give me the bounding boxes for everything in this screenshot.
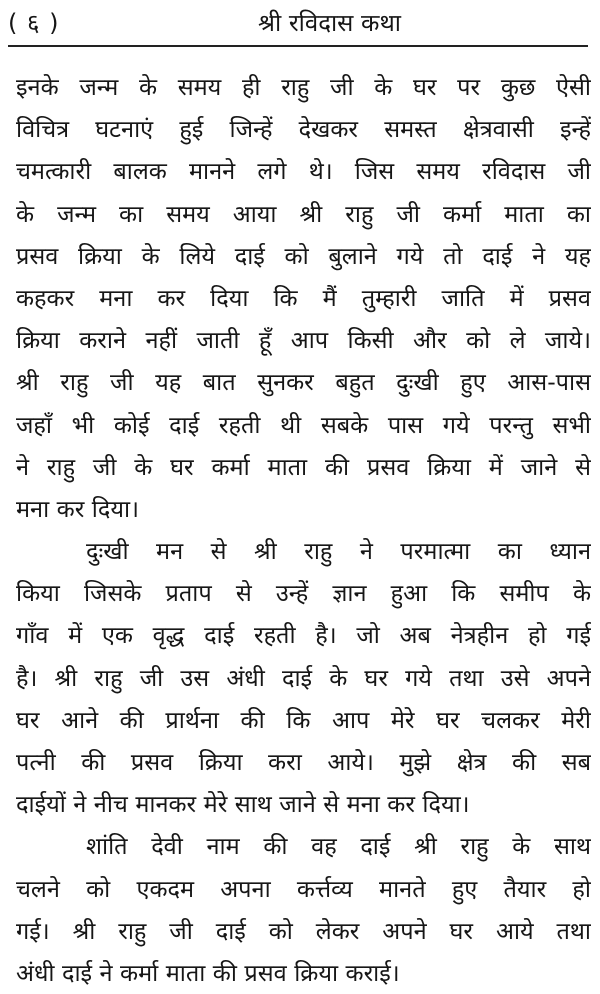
text-line: प्रसव क्रिया के लिये दाई को बुलाने गये तो दाई ने यह (16, 241, 591, 270)
text-line: घर आने की प्रार्थना की कि आप मेरे घर चलकर मेरी (16, 705, 591, 734)
text-line: श्री राहु जी यह बात सुनकर बहुत दुःखी हुए आस-पास (16, 368, 591, 397)
text-line: ने राहु जी के घर कर्मा माता की प्रसव क्रिया में जाने से (16, 452, 591, 481)
text-line: शांति देवी नाम की वह दाई श्री राहु के साथ (86, 832, 591, 861)
text-line: दाईयों ने नीच मानकर मेरे साथ जाने से मना कर दिया। (16, 790, 470, 819)
text-line: चमत्कारी बालक मानने लगे थे। जिस समय रविदास जी (16, 157, 591, 186)
text-line: अंधी दाई ने कर्मा माता की प्रसव क्रिया कराई। (16, 958, 400, 987)
page-number: ( ६ ) (8, 9, 60, 37)
text-line: गई। श्री राहु जी दाई को लेकर अपने घर आये तथा (16, 916, 591, 945)
text-line: दुःखी मन से श्री राहु ने परमात्मा का ध्यान (86, 537, 591, 566)
text-line: चलने को एकदम अपना कर्त्तव्य मानते हुए तैयार हो (16, 874, 591, 903)
running-title: श्री रविदास कथा (258, 9, 402, 37)
text-line: विचित्र घटनाएं हुई जिन्हें देखकर समस्त क्षेत्रवासी इन्हें (16, 115, 591, 144)
text-line: मना कर दिया। (16, 494, 139, 523)
text-line: इनके जन्म के समय ही राहु जी के घर पर कुछ ऐसी (16, 73, 591, 101)
text-line: गाँव में एक वृद्ध दाई रहती है। जो अब नेत्रहीन हो गई (16, 621, 591, 650)
text-line: कहकर मना कर दिया कि मैं तुम्हारी जाति में प्रसव (16, 283, 591, 312)
body-text (16, 66, 591, 994)
page-header (8, 2, 590, 42)
text-line: जहाँ भी कोई दाई रहती थी सबके पास गये परन्तु सभी (16, 410, 591, 439)
text-line: क्रिया कराने नहीं जाती हूँ आप किसी और को ले जाये। (16, 326, 591, 355)
header-rule (8, 45, 588, 47)
text-line: किया जिसके प्रताप से उन्हें ज्ञान हुआ कि समीप के (16, 579, 591, 608)
text-line: पत्नी की प्रसव क्रिया करा आये। मुझे क्षेत्र की सब (16, 748, 591, 776)
text-line: है। श्री राहु जी उस अंधी दाई के घर गये तथा उसे अपने (16, 663, 591, 692)
text-line: के जन्म का समय आया श्री राहु जी कर्मा माता का (16, 199, 591, 228)
